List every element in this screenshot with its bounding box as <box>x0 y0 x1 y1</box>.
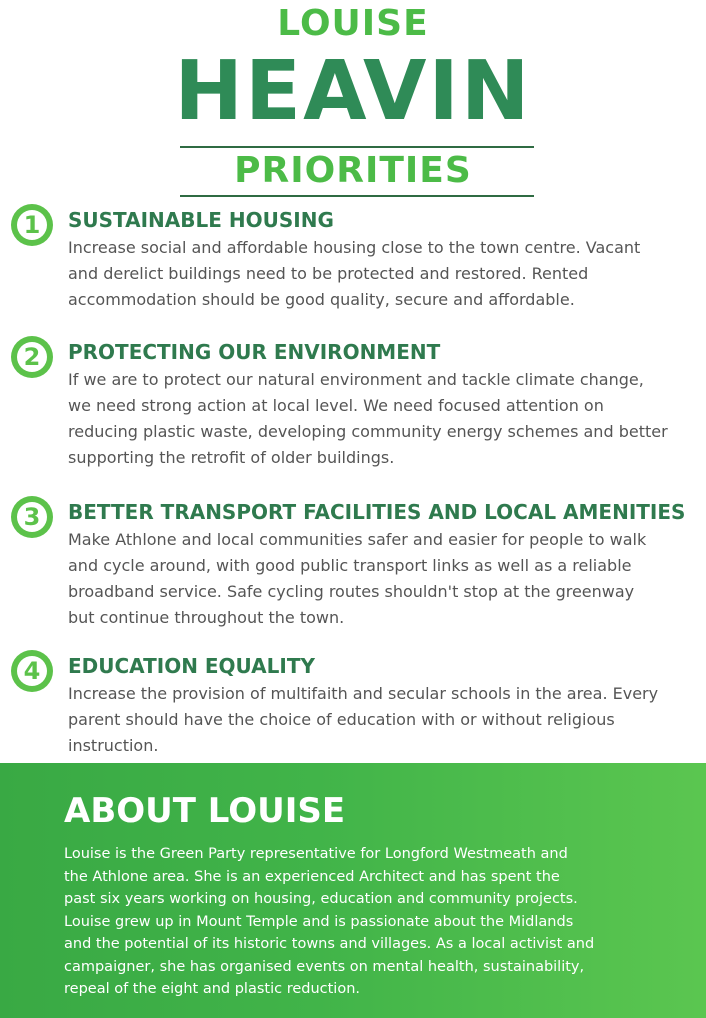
about-text-line: past six years working on housing, education and community projects. <box>64 891 578 907</box>
priority-text-line: instruction. <box>68 736 159 755</box>
priorities-heading: PRIORITIES <box>234 150 472 191</box>
priority-text-line: If we are to protect our natural environment and tackle climate change, <box>68 370 644 389</box>
number-badge-icon <box>11 650 53 692</box>
priority-text-line: parent should have the choice of education with or without religious <box>68 710 615 729</box>
about-text-line: Louise grew up in Mount Temple and is passionate about the Midlands <box>64 913 574 930</box>
about-text-line: and the potential of its historic towns and villages. As a local activist and <box>64 936 595 952</box>
about-text-line: Louise is the Green Party representative for Longford Westmeath and <box>64 846 568 862</box>
about-section <box>0 763 706 1018</box>
about-text-line: campaigner, she has organised events on mental health, sustainability, <box>64 958 585 975</box>
divider-top <box>180 146 534 148</box>
priority-text-line: and cycle around, with good public transport links as well as a reliable <box>68 556 632 575</box>
priority-title: EDUCATION EQUALITY <box>68 654 315 678</box>
priority-description <box>68 235 704 313</box>
about-description <box>64 843 684 1001</box>
priority-title: SUSTAINABLE HOUSING <box>68 208 334 232</box>
priority-number: 1 <box>17 210 47 240</box>
priority-text-line: broadband service. Safe cycling routes shouldn't stop at the greenway <box>68 582 635 601</box>
priority-text-line: supporting the retrofit of older buildings. <box>68 448 395 467</box>
priority-text-line: Make Athlone and local communities safer and easier for people to walk <box>68 530 647 549</box>
priority-text-line: Increase social and affordable housing close to the town centre. Vacant <box>68 238 641 257</box>
priority-text-line: Increase the provision of multifaith and secular schools in the area. Every <box>68 684 659 703</box>
candidate-first-name: LOUISE <box>277 3 429 44</box>
priority-description <box>68 367 704 471</box>
priority-number: 4 <box>17 656 47 686</box>
about-text-line: the Athlone area. She is an experienced Architect and has spent the <box>64 868 560 885</box>
priority-description <box>68 527 704 631</box>
priority-title: BETTER TRANSPORT FACILITIES AND LOCAL AMENITIES <box>68 500 686 524</box>
header <box>0 0 706 200</box>
number-badge-icon <box>11 204 53 246</box>
priority-text-line: and derelict buildings need to be protected and restored. Rented <box>68 264 589 283</box>
divider-bottom <box>180 195 534 197</box>
priority-title: PROTECTING OUR ENVIRONMENT <box>68 340 441 364</box>
priority-number: 2 <box>17 342 47 372</box>
priority-number: 3 <box>17 502 47 532</box>
priority-description <box>68 681 704 759</box>
priority-text-line: we need strong action at local level. We need focused attention on <box>68 396 604 415</box>
priority-text-line: reducing plastic waste, developing community energy schemes and better <box>68 422 668 441</box>
priority-text-line: but continue throughout the town. <box>68 608 345 627</box>
number-badge-icon <box>11 496 53 538</box>
number-badge-icon <box>11 336 53 378</box>
about-title: ABOUT LOUISE <box>64 791 346 831</box>
priority-text-line: accommodation should be good quality, secure and affordable. <box>68 290 575 309</box>
candidate-last-name: HEAVIN <box>174 44 532 139</box>
about-text-line: repeal of the eight and plastic reduction. <box>64 981 361 997</box>
